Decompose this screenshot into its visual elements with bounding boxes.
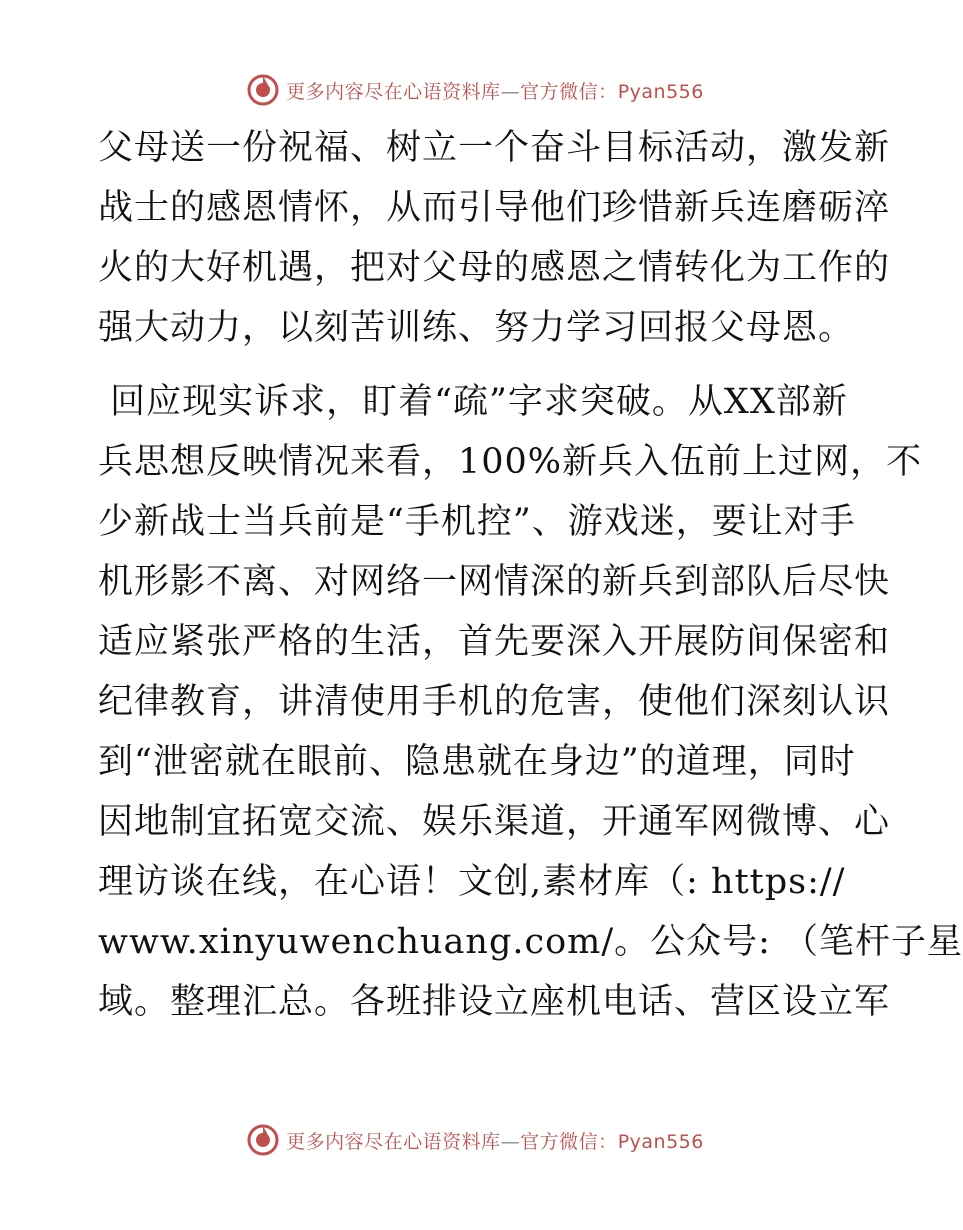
footer-wechat-label: 官方微信：: [520, 1130, 618, 1153]
text-line: 机形影不离、对网络一网情深的新兵到部队后尽快: [98, 562, 891, 602]
header-wechat-label: 官方微信：: [520, 80, 618, 103]
text-line: 适应紧张严格的生活，首先要深入开展防间保密和: [98, 622, 891, 662]
header-site-name: 更多内容尽在心语资料库: [286, 80, 501, 103]
brand-logo-icon: [246, 1123, 280, 1157]
footer-banner: [0, 1120, 950, 1160]
header-separator: —: [500, 80, 521, 103]
text-line: www.xinyuwenchuang.com/。公众号: （笔杆子星: [98, 922, 963, 962]
brand-logo-icon: [246, 73, 280, 107]
text-line: 强大动力，以刻苦训练、努力学习回报父母恩。: [98, 308, 855, 348]
text-line: 火的大好机遇，把对父母的感恩之情转化为工作的: [98, 248, 891, 288]
text-line: 父母送一份祝福、树立一个奋斗目标活动，激发新: [98, 128, 891, 168]
text-line: 回应现实诉求，盯着“疏”字求突破。从XX部新: [98, 382, 848, 422]
header-banner: [0, 70, 950, 110]
footer-site-name: 更多内容尽在心语资料库: [286, 1130, 501, 1153]
text-line: 战士的感恩情怀，从而引导他们珍惜新兵连磨砺淬: [98, 188, 891, 228]
text-line: 因地制宜拓宽交流、娱乐渠道，开通军网微博、心: [98, 802, 891, 842]
header-text: [286, 77, 704, 104]
text-line: 纪律教育，讲清使用手机的危害，使他们深刻认识: [98, 682, 891, 722]
footer-separator: —: [500, 1130, 521, 1153]
footer-text: [286, 1127, 704, 1154]
text-line: 到“泄密就在眼前、隐患就在身边”的道理，同时: [98, 742, 856, 782]
text-line: 域。整理汇总。各班排设立座机电话、营区设立军: [98, 982, 891, 1022]
text-line: 少新战士当兵前是“手机控”、游戏迷，要让对手: [98, 502, 856, 542]
document-body: [98, 118, 963, 1032]
text-line: 兵思想反映情况来看，100%新兵入伍前上过网，不: [98, 442, 923, 482]
header-wechat-id: Pyan556: [617, 80, 704, 103]
paragraph-2: [98, 372, 963, 1032]
paragraph-1: [98, 118, 891, 358]
text-line: 理访谈在线，在心语！文创,素材库（: https://: [98, 862, 846, 902]
footer-wechat-id: Pyan556: [617, 1130, 704, 1153]
